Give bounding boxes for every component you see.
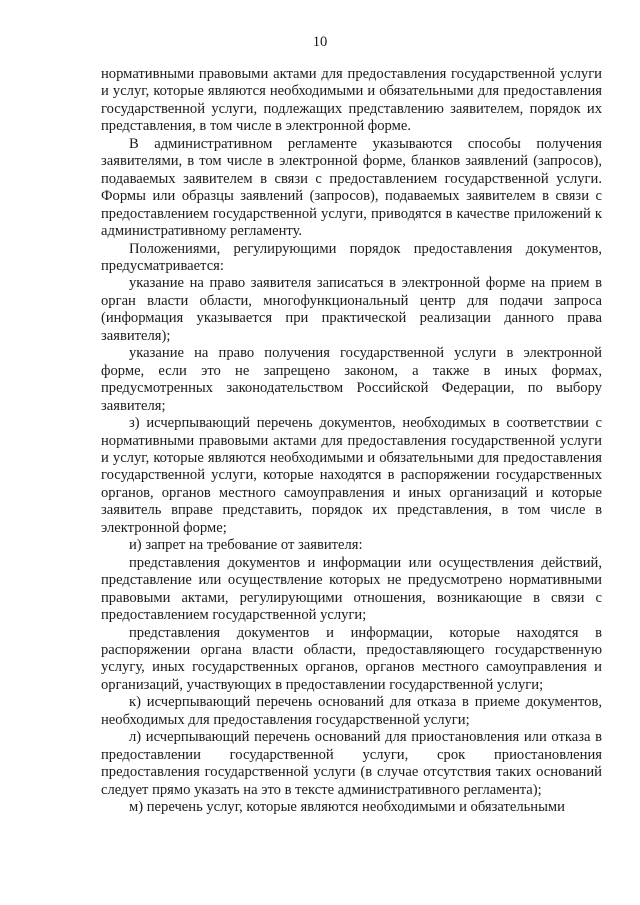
paragraph-7: и) запрет на требование от заявителя:: [129, 537, 363, 554]
paragraph-1: нормативными правовыми актами для предоставления государственной услуги и услуг, которые являются необходимыми и обязательными для предоставления государственной услуги, подлежащих представлению заявителем, порядок их представления, в том числе в электронной форме.: [101, 66, 602, 135]
paragraph-2: В административном регламенте указываются способы получения заявителями, в том числе в электронной форме, бланков заявлений (запросов), подаваемых заявителем в связи с предоставлением государственной услуги. Формы или образцы заявлений (запросов), подаваемых заявителем в связи с предоставлением государственной услуги, приводятся в качестве приложений к административному регламенту.: [101, 135, 602, 240]
paragraph-3: Положениями, регулирующими порядок предоставления документов, предусматривается:: [101, 240, 602, 274]
paragraph-9: представления документов и информации, которые находятся в распоряжении органа власти области, предоставляющего государственную услугу, иных государственных органов, органов местного самоуправления и организаций, участвующих в предоставлении государственной услуги;: [101, 624, 602, 693]
paragraph-11: л) исчерпывающий перечень оснований для приостановления или отказа в предоставлении государственной услуги, срок приостановления предоставления государственной услуги (в случае отсутствия таких оснований следует прямо указать на это в тексте административного регламента);: [101, 729, 602, 798]
page-number: 10: [312, 34, 328, 50]
paragraph-8: представления документов и информации или осуществления действий, представление или осуществление которых не предусмотрено нормативными правовыми актами, регулирующими отношения, возникающие в связи с предоставлением государственной услуги;: [101, 554, 602, 624]
paragraph-10: к) исчерпывающий перечень оснований для отказа в приеме документов, необходимых для предоставления государственной услуги;: [101, 694, 602, 728]
document-body: [101, 66, 602, 816]
paragraph-4: указание на право заявителя записаться в электронной форме на прием в орган власти области, многофункциональный центр для подачи запроса (информация указывается при практической реализации данного права заявителя);: [101, 275, 602, 344]
paragraph-5: указание на право получения государственной услуги в электронной форме, если это не запрещено законом, а также в иных формах, предусмотренных законодательством Российской Федерации, по выбору заявителя;: [101, 345, 602, 414]
paragraph-12: м) перечень услуг, которые являются необходимыми и обязательными: [129, 799, 565, 816]
paragraph-6: з) исчерпывающий перечень документов, необходимых в соответствии с нормативными правовыми актами для предоставления государственной услуги и услуг, которые являются необходимыми и обязательными для предоставления государственной услуги, которые находятся в распоряжении государственных органов, органов местного самоуправления и иных организаций и которые заявитель вправе представить, порядок их представления, в том числе в электронной форме;: [101, 415, 602, 536]
